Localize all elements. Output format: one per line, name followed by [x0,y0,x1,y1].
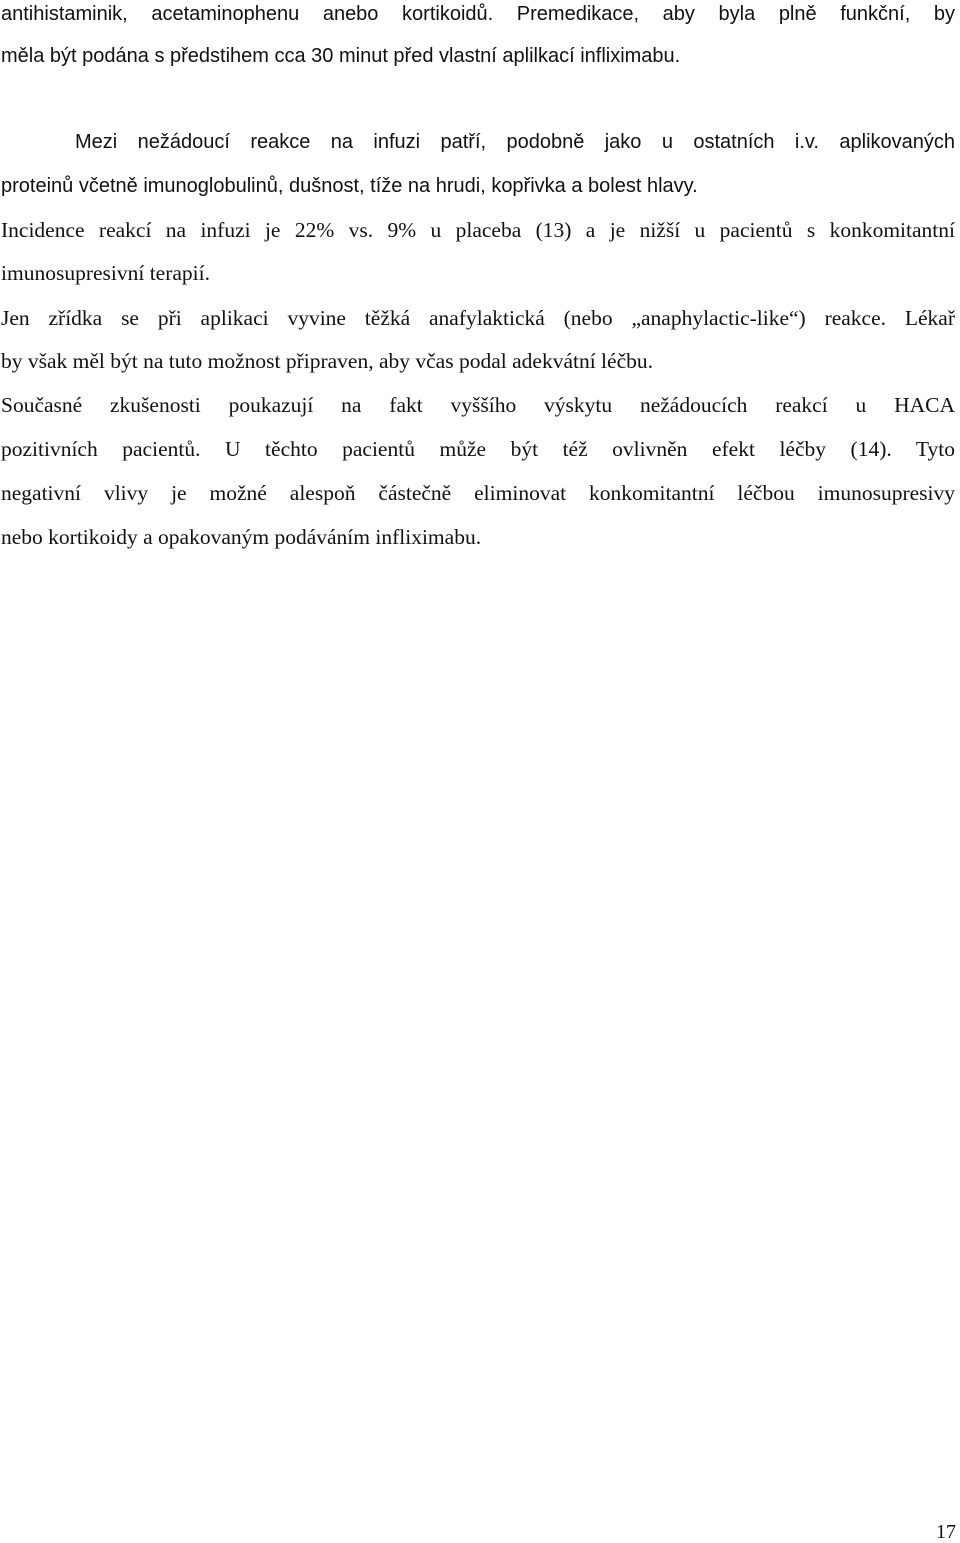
text-line-3: Mezi nežádoucí reakce na infuzi patří, podobně jako u ostatních i.v. aplikovaných [75,131,955,153]
text-line-8: by však měl být na tuto možnost připraven, aby včas podal adekvátní léčbu. [1,349,653,373]
text-line-1: antihistaminik, acetaminophenu anebo kortikoidů. Premedikace, aby byla plně funkční, by [1,3,955,25]
text-line-9: Současné zkušenosti poukazují na fakt vyššího výskytu nežádoucích reakcí u HACA [1,393,955,417]
text-line-5: Incidence reakcí na infuzi je 22% vs. 9% u placeba (13) a je nižší u pacientů s konkomitantní [1,218,955,242]
text-line-4: proteinů včetně imunoglobulinů, dušnost, tíže na hrudi, kopřivka a bolest hlavy. [1,175,698,197]
text-line-7: Jen zřídka se při aplikaci vyvine těžká anafylaktická (nebo „anaphylactic-like“) reakce. Lékař [1,306,955,330]
text-line-6: imunosupresivní terapií. [1,261,210,285]
text-line-12: nebo kortikoidy a opakovaným podáváním infliximabu. [1,525,482,549]
text-line-10: pozitivních pacientů. U těchto pacientů může být též ovlivněn efekt léčby (14). Tyto [1,437,955,461]
text-line-11: negativní vlivy je možné alespoň částečně eliminovat konkomitantní léčbou imunosupresivy [1,481,955,505]
text-line-2: měla být podána s předstihem cca 30 minut před vlastní aplilkací infliximabu. [1,45,681,67]
page-number: 17 [936,1521,956,1543]
